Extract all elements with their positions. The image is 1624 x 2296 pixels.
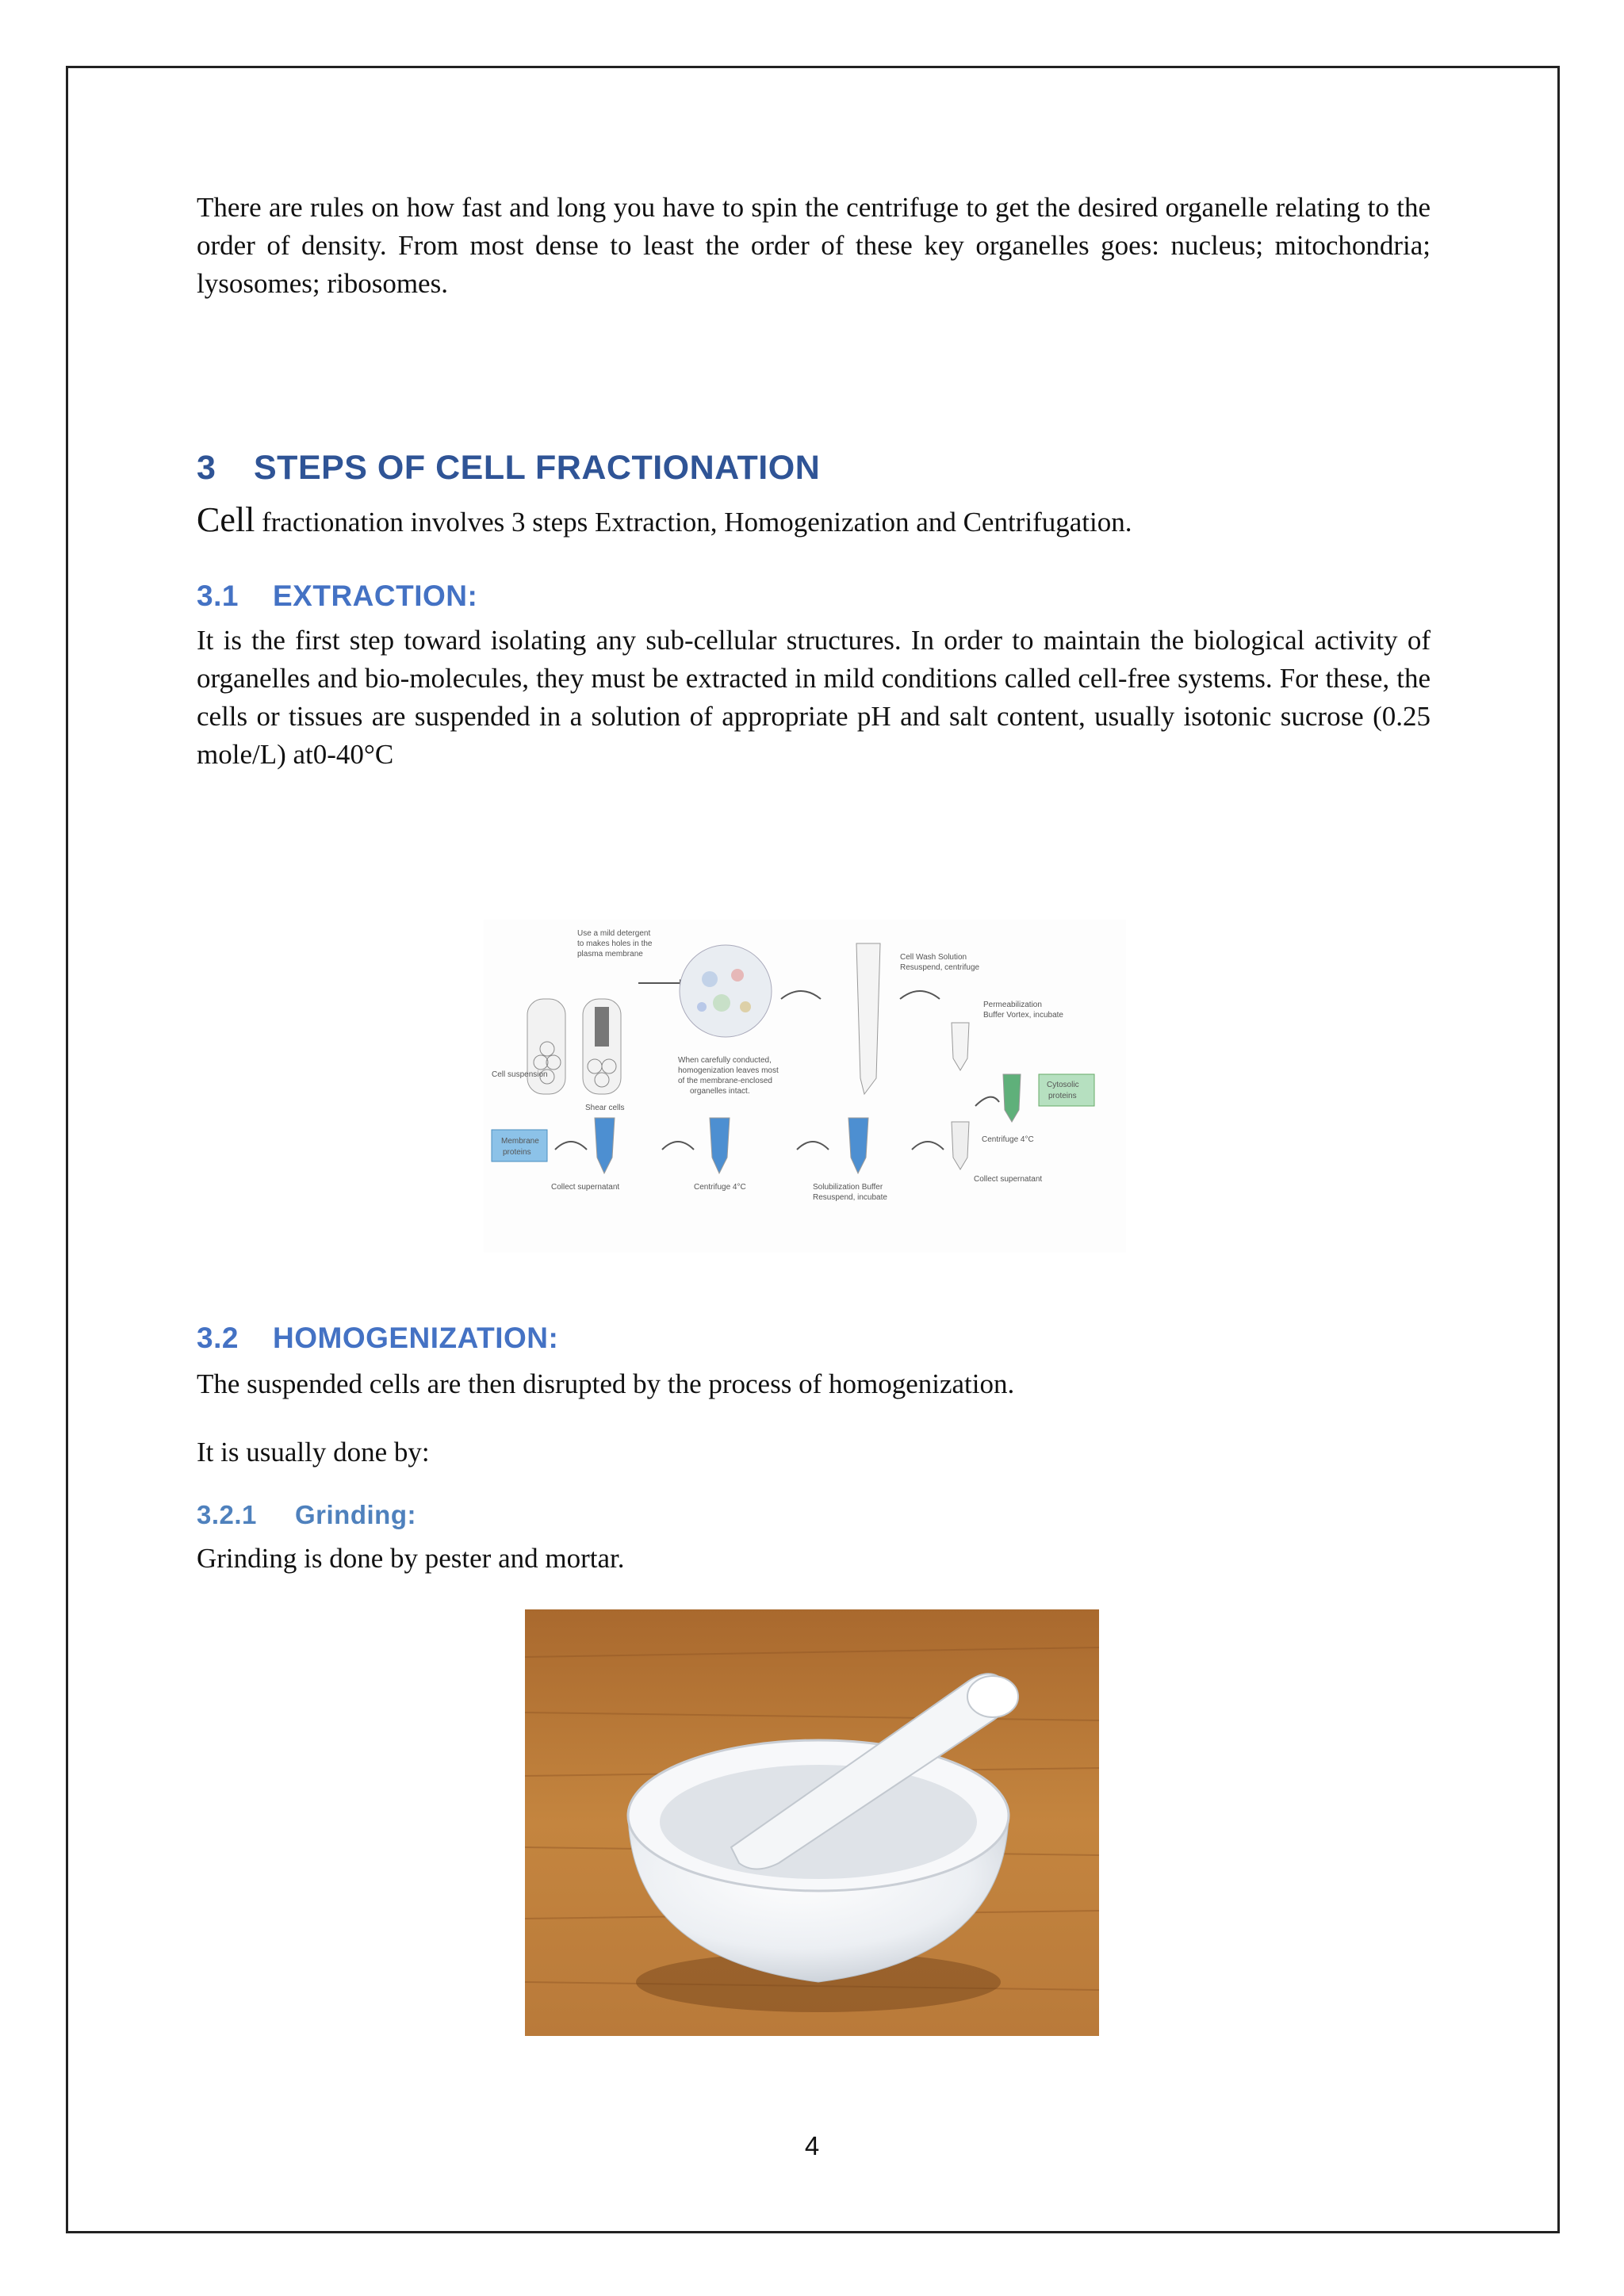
- section-3-1-heading: [197, 580, 1431, 613]
- section-3-2-title: HOMOGENIZATION:: [273, 1322, 559, 1354]
- cell-suspension-tube: [527, 999, 565, 1094]
- section-3-2-1-heading-block: [197, 1500, 1431, 1530]
- section-3-title: STEPS OF CELL FRACTIONATION: [254, 449, 821, 487]
- section-3-2-body1: The suspended cells are then disrupted by the process of homogenization.: [197, 1368, 1015, 1399]
- section-3-2-body2: It is usually done by:: [197, 1437, 430, 1468]
- section-3-1-body: It is the first step toward isolating any sub-cellular structures. In order to maintain the biological activity of organelles and bio-molecules, they must be extracted in mild conditions called cell-free systems. For these, the cells or tissues are suspended in a solution of appropriate pH and salt content, usually isotonic sucrose (0.25 mole/L) at0-40°C: [197, 625, 1431, 770]
- section-3-1-heading-block: [197, 580, 1431, 613]
- diagram-label-homog-2: homogenization leaves most: [678, 1066, 779, 1075]
- section-3-intro-rest: fractionation involves 3 steps Extraction, Homogenization and Centrifugation.: [255, 507, 1132, 538]
- section-3-1-number: 3.1: [197, 580, 239, 612]
- diagram-label-collect-right: Collect supernatant: [974, 1175, 1043, 1184]
- diagram-label-collect-left: Collect supernatant: [551, 1183, 620, 1192]
- section-3-2-1-title: Grinding:: [295, 1500, 416, 1529]
- section-3-1-title: EXTRACTION:: [273, 580, 478, 612]
- diagram-label-cytosolic-2: proteins: [1048, 1092, 1077, 1100]
- diagram-label-wash-2: Resuspend, centrifuge: [900, 963, 980, 972]
- diagram-label-shear-cells: Shear cells: [585, 1104, 625, 1112]
- diagram-label-perm-1: Permeabilization: [983, 1001, 1042, 1009]
- diagram-label-solub-2: Resuspend, incubate: [813, 1193, 887, 1202]
- diagram-label-solub-1: Solubilization Buffer: [813, 1183, 883, 1192]
- diagram-label-homog-4: organelles intact.: [690, 1087, 750, 1096]
- diagram-label-cytosolic-1: Cytosolic: [1047, 1081, 1079, 1089]
- intro-paragraph: There are rules on how fast and long you have to spin the centrifuge to get the desired organelle relating to the order of density. From most dense to least the order of these key organelles goes: nucleus; mitochondria; lysosomes; ribosomes.: [197, 192, 1431, 299]
- section-3-1-body-block: [197, 622, 1431, 774]
- diagram-label-homog-3: of the membrane-enclosed: [678, 1077, 772, 1085]
- diagram-label-detergent-3: plasma membrane: [577, 950, 643, 959]
- diagram-label-detergent-1: Use a mild detergent: [577, 929, 651, 938]
- mortar-and-pestle-photo: [525, 1609, 1099, 2036]
- cell-fractionation-diagram: [484, 920, 1126, 1253]
- section-3-2-heading: [197, 1322, 1431, 1355]
- diagram-label-membrane-2: proteins: [503, 1148, 531, 1157]
- diagram-label-cell-suspension: Cell suspension: [492, 1070, 548, 1079]
- section-3-heading: [197, 449, 1431, 488]
- diagram-label-centrifuge-right: Centrifuge 4°C: [982, 1135, 1034, 1144]
- section-3-2-1-number: 3.2.1: [197, 1500, 257, 1529]
- section-3-2-body2-block: [197, 1433, 1431, 1471]
- diagram-label-centrifuge-mid: Centrifuge 4°C: [694, 1183, 746, 1192]
- section-3-2-1-body-block: [197, 1540, 1431, 1578]
- diagram-label-wash-1: Cell Wash Solution: [900, 953, 967, 962]
- section-3-intro-block: [197, 501, 1431, 541]
- section-3-2-heading-block: [197, 1322, 1431, 1355]
- diagram-label-detergent-2: to makes holes in the: [577, 939, 653, 948]
- homogenate-circle: [680, 945, 772, 1037]
- section-3-heading-block: [197, 449, 1431, 488]
- intro-paragraph-block: [197, 189, 1431, 303]
- diagram-label-perm-2: Buffer Vortex, incubate: [983, 1011, 1063, 1020]
- section-3-2-1-body: Grinding is done by pester and mortar.: [197, 1543, 625, 1574]
- wash-tube: [856, 943, 880, 1094]
- shear-cells-tube: [583, 999, 621, 1094]
- diagram-label-membrane-1: Membrane: [501, 1137, 539, 1146]
- diagram-label-homog-1: When carefully conducted,: [678, 1056, 772, 1065]
- section-3-2-number: 3.2: [197, 1322, 239, 1354]
- section-3-intro-first-word: Cell: [197, 500, 255, 539]
- section-3-2-body1-block: [197, 1365, 1431, 1403]
- section-3-2-1-heading: [197, 1500, 1431, 1530]
- section-3-number: 3: [197, 449, 216, 487]
- page-number: 4: [804, 2131, 820, 2160]
- section-3-intro: [197, 501, 1431, 541]
